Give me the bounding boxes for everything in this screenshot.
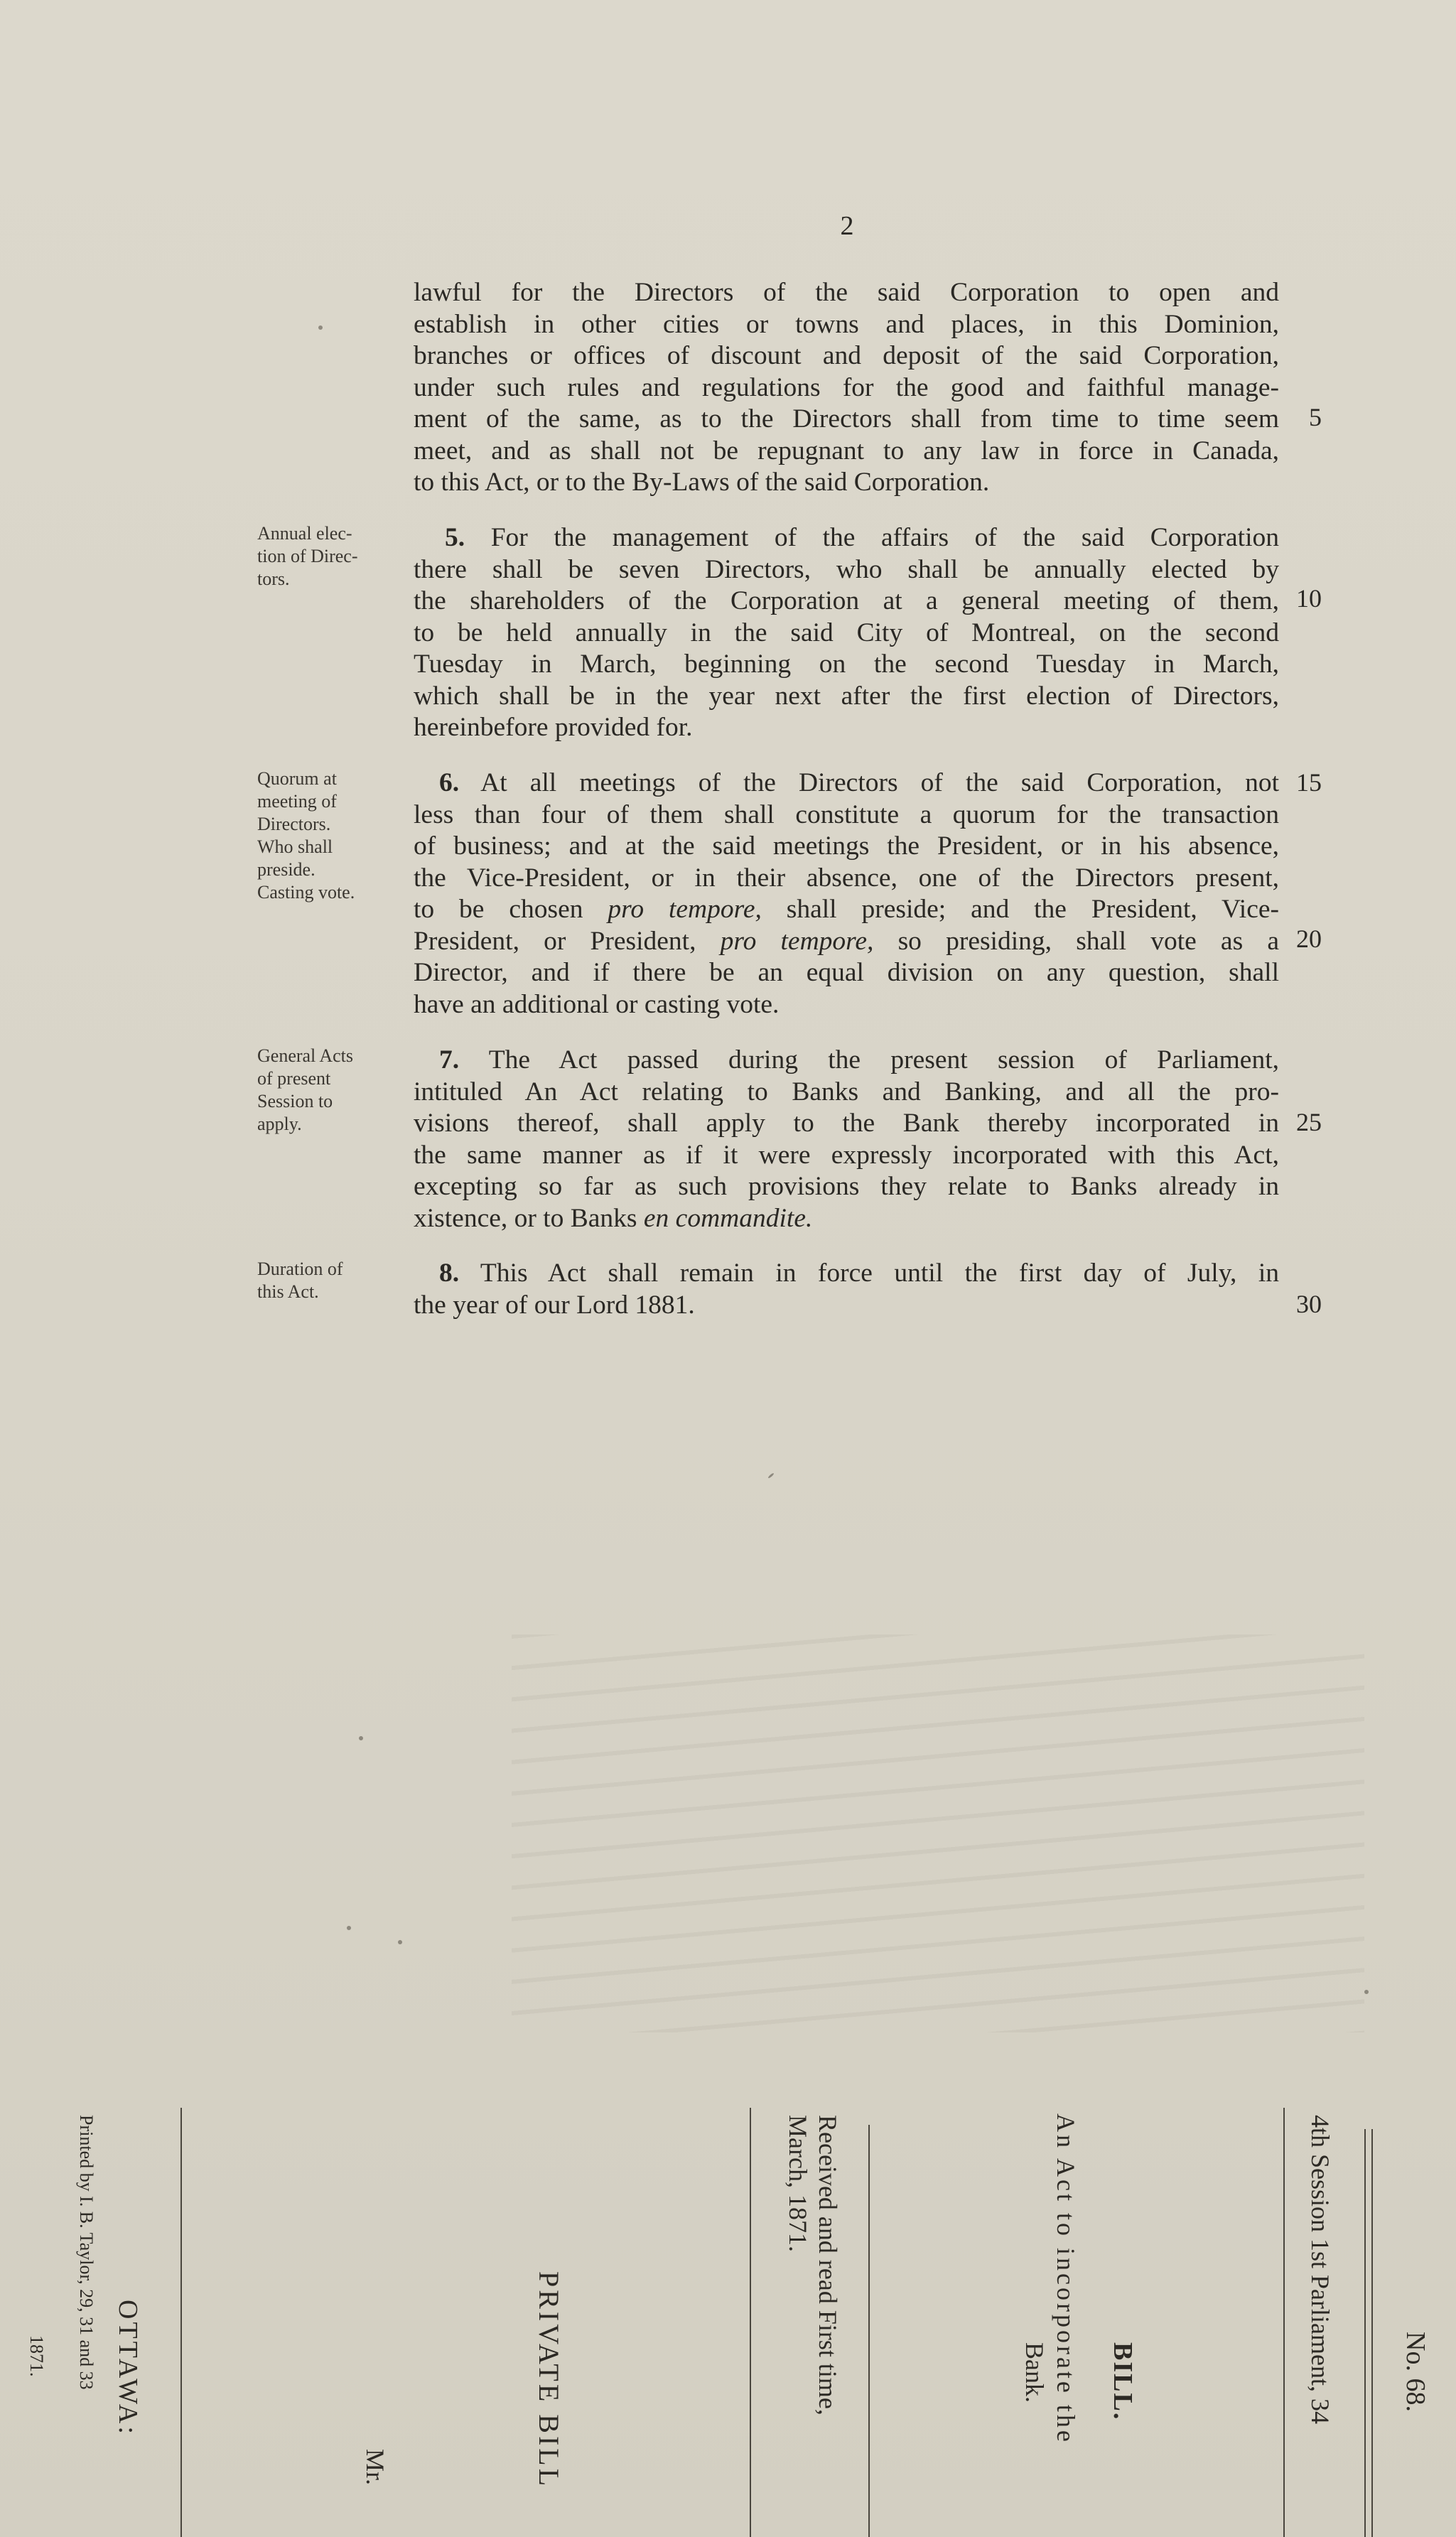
- text-line: to this Act, or to the By-Laws of the said Corporation.: [414, 468, 990, 497]
- text-line: meet, and as shall not be repugnant to any law in force in Canada,: [414, 436, 1279, 465]
- bill-label: BILL.: [1108, 2342, 1138, 2421]
- text-line: hereinbefore provided for.: [414, 713, 693, 742]
- session-info: 4th Session 1st Parliament, 34: [1306, 2115, 1334, 2424]
- text-line: the same manner as if it were expressly incorporated with this Act,: [414, 1140, 1279, 1170]
- text-line: there shall be seven Directors, who shall be annually elected by: [414, 554, 1279, 584]
- marginal-note-line: preside.: [257, 859, 316, 880]
- section-number: 6.: [439, 768, 460, 797]
- marginal-note-line: Session to: [257, 1091, 333, 1111]
- ink-speck: [767, 1472, 775, 1479]
- marginal-note-line: Quorum at: [257, 768, 337, 789]
- marginal-note: [257, 522, 406, 591]
- text-line: branches or offices of discount and deposit of the said Corporation,: [414, 341, 1279, 370]
- section-body: [414, 767, 1279, 1020]
- text-line: visions thereof, shall apply to the Bank thereby incorporated in: [414, 1109, 1279, 1138]
- section-body: [414, 1045, 1279, 1234]
- ink-speck: [1364, 1990, 1369, 1994]
- text-line: less than four of them shall constitute a quorum for the transaction: [414, 799, 1279, 829]
- ink-speck: [347, 1926, 351, 1930]
- marginal-note: [257, 1258, 406, 1303]
- marginal-note: [257, 1045, 406, 1136]
- marginal-note-line: Who shall: [257, 836, 333, 857]
- marginal-note-line: Annual elec-: [257, 523, 352, 544]
- text-line: the shareholders of the Corporation at a general meeting of them,: [414, 586, 1279, 615]
- received-date: March, 1871.: [784, 2115, 812, 2252]
- section-number: 8.: [439, 1259, 460, 1288]
- text-line: of business; and at the said meetings the President, or in his absence,: [414, 831, 1279, 861]
- text-line: [414, 1045, 1279, 1077]
- bill-number: No. 68.: [1401, 2332, 1430, 2412]
- mr-label: Mr.: [361, 2449, 389, 2486]
- text-fragment: President, or President,: [414, 926, 721, 956]
- received-text: Received and read First time,: [814, 2115, 842, 2415]
- section-body: [414, 522, 1279, 744]
- line-number: 5: [1309, 403, 1322, 431]
- text-fragment: shall preside; and the President, Vice-: [761, 895, 1279, 924]
- text-line: the Vice-President, or in their absence, one of the Directors present,: [414, 863, 1279, 893]
- marginal-note-line: General Acts: [257, 1045, 354, 1066]
- ink-speck: [398, 1940, 402, 1944]
- italic-phrase: pro tempore,: [608, 895, 762, 924]
- text-fragment: For the management of the affairs of the said Corporation: [490, 523, 1279, 552]
- text-fragment: This Act shall remain in force until the first day of July, in: [480, 1259, 1279, 1288]
- italic-phrase: pro tempore,: [720, 926, 874, 956]
- line-number: 25: [1296, 1108, 1322, 1136]
- text-line: Director, and if there be an equal division on any question, shall: [414, 958, 1279, 987]
- text-line: to be held annually in the said City of Montreal, on the second: [414, 618, 1279, 647]
- text-line: lawful for the Directors of the said Corporation to open and: [414, 278, 1279, 307]
- divider-line: [868, 2125, 870, 2537]
- text-line: [414, 1258, 1279, 1290]
- marginal-note-line: of present: [257, 1068, 331, 1089]
- divider-line: [1364, 2129, 1366, 2537]
- marginal-note-line: Casting vote.: [257, 882, 355, 903]
- text-line: under such rules and regulations for the good and faithful manage-: [414, 372, 1279, 402]
- text-line: ment of the same, as to the Directors shall from time to time seem: [414, 404, 1279, 433]
- text-line: have an additional or casting vote.: [414, 989, 780, 1019]
- city-label: OTTAWA:: [113, 2300, 143, 2437]
- text-line: Tuesday in March, beginning on the second Tuesday in March,: [414, 650, 1279, 679]
- marginal-note-line: Duration of: [257, 1259, 343, 1279]
- line-number: 10: [1296, 584, 1322, 613]
- line-number: 20: [1296, 925, 1322, 953]
- marginal-note-line: this Act.: [257, 1281, 319, 1302]
- italic-phrase: en commandite.: [643, 1203, 813, 1233]
- text-line: intituled An Act relating to Banks and Banking, and all the pro-: [414, 1077, 1279, 1106]
- text-fragment: so presiding, shall vote as a: [873, 926, 1279, 956]
- ink-speck: [318, 325, 323, 330]
- text-line: [414, 926, 1279, 958]
- marginal-note-line: Directors.: [257, 814, 331, 834]
- text-fragment: xistence, or to Banks: [414, 1203, 644, 1233]
- marginal-note: [257, 767, 406, 904]
- printer-line: Printed by I. B. Taylor, 29, 31 and 33: [76, 2115, 97, 2390]
- text-line: which shall be in the year next after the first election of Directors,: [414, 681, 1279, 711]
- ink-speck: [359, 1736, 363, 1740]
- divider-line: [1283, 2108, 1285, 2537]
- line-number: 30: [1296, 1290, 1322, 1318]
- text-line: [414, 1203, 1279, 1235]
- private-bill-label: PRIVATE BILL: [533, 2271, 565, 2489]
- text-line: [414, 522, 1279, 554]
- text-line: [414, 894, 1279, 926]
- text-line: excepting so far as such provisions they relate to Banks already in: [414, 1172, 1279, 1201]
- page-number: 2: [840, 211, 854, 241]
- marginal-note-line: meeting of: [257, 791, 337, 812]
- divider-line: [1371, 2129, 1373, 2537]
- section-body: [414, 277, 1279, 499]
- section-number: 5.: [445, 523, 465, 552]
- bill-title-continued: Bank.: [1020, 2342, 1049, 2403]
- section-body: [414, 1258, 1279, 1321]
- show-through-texture: [512, 1634, 1364, 2032]
- print-year: 1871.: [26, 2335, 47, 2377]
- text-line: the year of our Lord 1881.: [414, 1290, 695, 1320]
- section-number: 7.: [439, 1045, 460, 1074]
- text-fragment: The Act passed during the present session of Parliament,: [488, 1045, 1279, 1074]
- marginal-note-line: tors.: [257, 569, 290, 589]
- text-line: establish in other cities or towns and places, in this Dominion,: [414, 309, 1279, 339]
- marginal-note-line: tion of Direc-: [257, 546, 358, 566]
- bill-endorsement: [0, 2108, 1456, 2537]
- text-fragment: At all meetings of the Directors of the said Corporation, not: [480, 768, 1279, 797]
- divider-line: [180, 2108, 182, 2537]
- text-line: [414, 767, 1279, 799]
- marginal-note-line: apply.: [257, 1114, 302, 1134]
- line-number: 15: [1296, 768, 1322, 797]
- bill-title: An Act to incorporate the: [1052, 2113, 1080, 2445]
- text-fragment: to be chosen: [414, 895, 608, 924]
- divider-line: [750, 2108, 751, 2537]
